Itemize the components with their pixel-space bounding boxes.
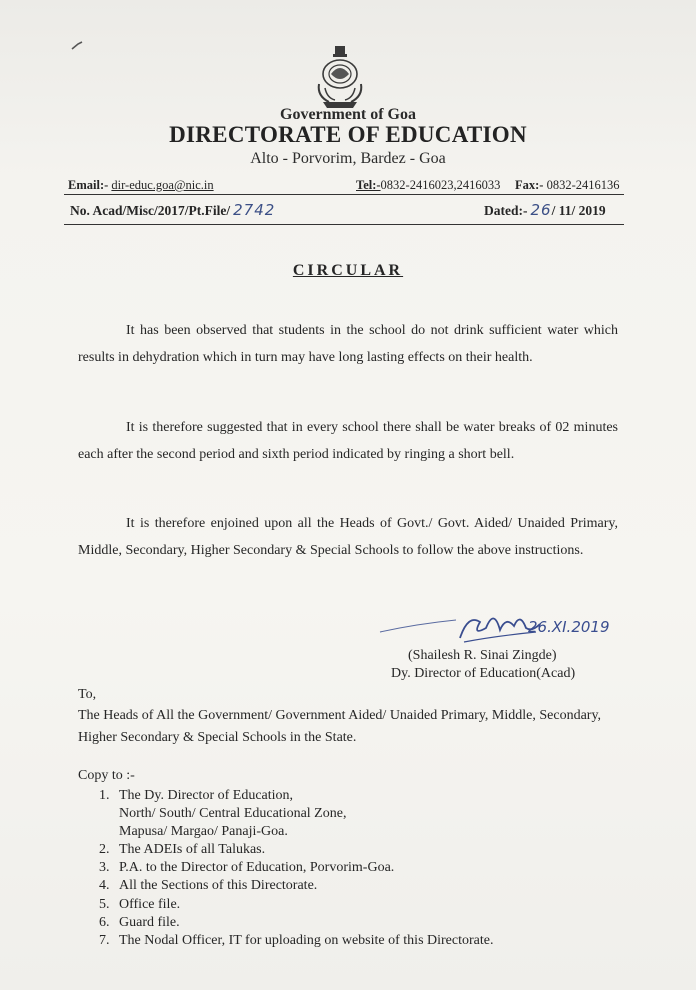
- to-recipients: The Heads of All the Government/ Government Aided/ Unaided Primary, Middle, Secondary, Higher Secondary & Special Schools in the State.: [78, 708, 602, 745]
- telephone-label: Tel:-: [356, 178, 381, 192]
- email-label: Email:-: [68, 178, 109, 192]
- list-item: 3. P.A. to the Director of Education, Porvorim-Goa.: [99, 860, 395, 876]
- telephone-value: 0832-2416023,2416033: [380, 178, 501, 192]
- copy-to-label: Copy to :-: [78, 768, 135, 783]
- list-item: 1. The Dy. Director of Education, North/ South/ Central Educational Zone, Mapusa/ Margao/ Panaji-Goa.: [99, 788, 347, 840]
- to-label: To,: [78, 687, 97, 702]
- list-item: 4. All the Sections of this Directorate.: [99, 878, 318, 894]
- government-name: Government of Goa: [280, 106, 416, 123]
- circular-paragraph-2: [78, 414, 618, 468]
- email-link[interactable]: dir-educ.goa@nic.in: [111, 178, 214, 192]
- header-divider-bottom: [64, 224, 624, 225]
- dated-line: [484, 201, 606, 219]
- circular-paragraph-1: [78, 317, 618, 371]
- fax-line: [515, 178, 620, 193]
- list-item: 5. Office file.: [99, 896, 181, 912]
- paragraph-1-text: It has been observed that students in the school do not drink sufficient water which results in dehydration which in turn may have long lasting effects on their health.: [78, 323, 618, 365]
- fax-label: Fax:-: [515, 178, 544, 192]
- directorate-address: Alto - Porvorim, Bardez - Goa: [250, 150, 446, 167]
- circular-title: CIRCULAR: [292, 262, 404, 279]
- circular-paragraph-3: [78, 510, 618, 564]
- file-number-label: No. Acad/Misc/2017/Pt.File/: [70, 203, 231, 218]
- header-divider-top: [64, 194, 624, 195]
- list-item: 6. Guard file.: [99, 914, 180, 930]
- file-number: [70, 201, 275, 219]
- email-line: [68, 178, 214, 193]
- signatory-name: (Shailesh R. Sinai Zingde): [408, 648, 557, 663]
- paragraph-3-text: It is therefore enjoined upon all the Heads of Govt./ Govt. Aided/ Unaided Primary, Middle, Secondary, Higher Secondary & Special Schools to follow the above instructions.: [78, 516, 618, 558]
- fax-value: 0832-2416136: [546, 178, 620, 192]
- list-item: 2. The ADEIs of all Talukas.: [99, 842, 266, 858]
- government-emblem-icon: [311, 44, 369, 114]
- telephone-line: [356, 178, 500, 193]
- signature-icon: [376, 602, 616, 650]
- directorate-title: DIRECTORATE OF EDUCATION: [169, 122, 527, 147]
- file-number-handwritten: 2742: [233, 201, 276, 219]
- signatory-designation: Dy. Director of Education(Acad): [391, 666, 576, 681]
- signature-date-handwritten: 26.XI.2019: [528, 618, 610, 636]
- copy-to-list: [99, 787, 619, 950]
- dated-label: Dated:-: [484, 203, 528, 218]
- dated-rest: / 11/ 2019: [551, 203, 606, 218]
- list-item: 7. The Nodal Officer, IT for uploading on website of this Directorate.: [99, 932, 494, 948]
- paragraph-2-text: It is therefore suggested that in every school there shall be water breaks of 02 minutes each after the second period and sixth period indicated by ringing a short bell.: [78, 420, 618, 462]
- dated-day-handwritten: 26: [530, 201, 552, 219]
- pin-mark-icon: [70, 40, 84, 52]
